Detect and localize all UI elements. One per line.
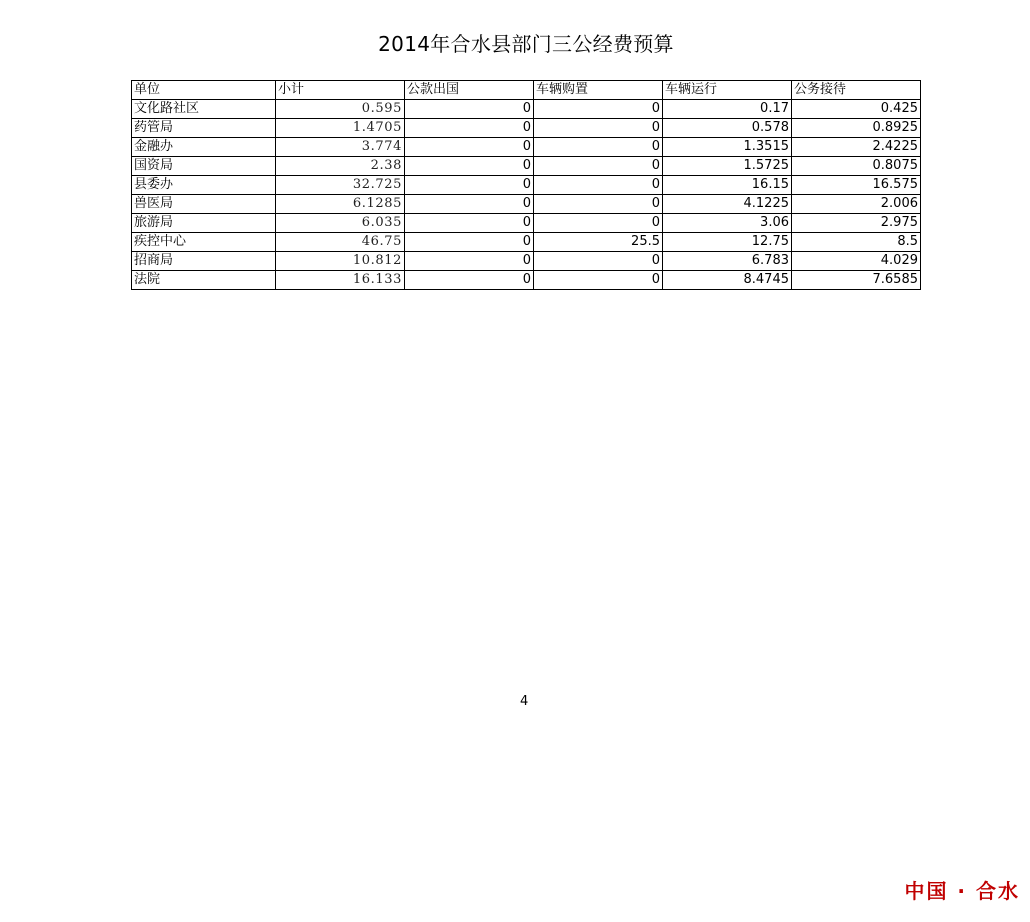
table-header-row — [132, 81, 921, 100]
cell-vehicle-operation: 3.06 — [663, 214, 792, 233]
cell-vehicle-operation: 4.1225 — [663, 195, 792, 214]
cell-overseas-travel: 0 — [405, 214, 534, 233]
cell-overseas-travel: 0 — [405, 195, 534, 214]
cell-subtotal: 2.38 — [276, 157, 405, 176]
cell-vehicle-operation: 12.75 — [663, 233, 792, 252]
table-row — [132, 119, 921, 138]
cell-vehicle-purchase: 0 — [534, 157, 663, 176]
watermark: 中国 · 合水 — [904, 879, 1020, 903]
cell-official-reception: 2.006 — [792, 195, 921, 214]
cell-vehicle-operation: 1.5725 — [663, 157, 792, 176]
cell-overseas-travel: 0 — [405, 271, 534, 290]
budget-table — [131, 80, 921, 290]
cell-vehicle-operation: 1.3515 — [663, 138, 792, 157]
cell-official-reception: 8.5 — [792, 233, 921, 252]
cell-vehicle-operation: 8.4745 — [663, 271, 792, 290]
table-row — [132, 214, 921, 233]
cell-subtotal: 16.133 — [276, 271, 405, 290]
table-row — [132, 100, 921, 119]
cell-overseas-travel: 0 — [405, 138, 534, 157]
cell-official-reception: 2.975 — [792, 214, 921, 233]
header-vehicle-purchase: 车辆购置 — [534, 81, 663, 100]
cell-unit: 兽医局 — [132, 195, 276, 214]
cell-unit: 文化路社区 — [132, 100, 276, 119]
cell-subtotal: 10.812 — [276, 252, 405, 271]
cell-vehicle-operation: 0.578 — [663, 119, 792, 138]
cell-unit: 金融办 — [132, 138, 276, 157]
cell-official-reception: 0.8925 — [792, 119, 921, 138]
cell-official-reception: 4.029 — [792, 252, 921, 271]
cell-unit: 国资局 — [132, 157, 276, 176]
table-row — [132, 138, 921, 157]
cell-unit: 县委办 — [132, 176, 276, 195]
table-row — [132, 233, 921, 252]
table-row — [132, 252, 921, 271]
cell-subtotal: 6.1285 — [276, 195, 405, 214]
header-official-reception: 公务接待 — [792, 81, 921, 100]
cell-vehicle-purchase: 0 — [534, 252, 663, 271]
cell-vehicle-purchase: 0 — [534, 100, 663, 119]
cell-subtotal: 32.725 — [276, 176, 405, 195]
cell-subtotal: 1.4705 — [276, 119, 405, 138]
cell-official-reception: 7.6585 — [792, 271, 921, 290]
cell-overseas-travel: 0 — [405, 252, 534, 271]
cell-vehicle-purchase: 0 — [534, 119, 663, 138]
cell-vehicle-purchase: 0 — [534, 138, 663, 157]
table-row — [132, 271, 921, 290]
cell-vehicle-purchase: 0 — [534, 214, 663, 233]
cell-unit: 招商局 — [132, 252, 276, 271]
cell-vehicle-operation: 6.783 — [663, 252, 792, 271]
page-title: 2014年合水县部门三公经费预算 — [378, 32, 674, 56]
cell-overseas-travel: 0 — [405, 157, 534, 176]
cell-subtotal: 0.595 — [276, 100, 405, 119]
header-overseas-travel: 公款出国 — [405, 81, 534, 100]
cell-official-reception: 16.575 — [792, 176, 921, 195]
cell-overseas-travel: 0 — [405, 119, 534, 138]
table-row — [132, 195, 921, 214]
header-unit: 单位 — [132, 81, 276, 100]
cell-vehicle-purchase: 0 — [534, 195, 663, 214]
cell-overseas-travel: 0 — [405, 100, 534, 119]
table-row — [132, 176, 921, 195]
cell-unit: 药管局 — [132, 119, 276, 138]
cell-official-reception: 2.4225 — [792, 138, 921, 157]
cell-subtotal: 6.035 — [276, 214, 405, 233]
page-number: 4 — [520, 694, 529, 709]
cell-vehicle-purchase: 0 — [534, 271, 663, 290]
cell-subtotal: 3.774 — [276, 138, 405, 157]
cell-vehicle-operation: 16.15 — [663, 176, 792, 195]
cell-overseas-travel: 0 — [405, 233, 534, 252]
cell-unit: 旅游局 — [132, 214, 276, 233]
header-subtotal: 小计 — [276, 81, 405, 100]
cell-subtotal: 46.75 — [276, 233, 405, 252]
cell-unit: 法院 — [132, 271, 276, 290]
cell-vehicle-operation: 0.17 — [663, 100, 792, 119]
table-row — [132, 157, 921, 176]
cell-vehicle-purchase: 0 — [534, 176, 663, 195]
header-vehicle-operation: 车辆运行 — [663, 81, 792, 100]
cell-overseas-travel: 0 — [405, 176, 534, 195]
cell-unit: 疾控中心 — [132, 233, 276, 252]
cell-official-reception: 0.8075 — [792, 157, 921, 176]
cell-vehicle-purchase: 25.5 — [534, 233, 663, 252]
cell-official-reception: 0.425 — [792, 100, 921, 119]
